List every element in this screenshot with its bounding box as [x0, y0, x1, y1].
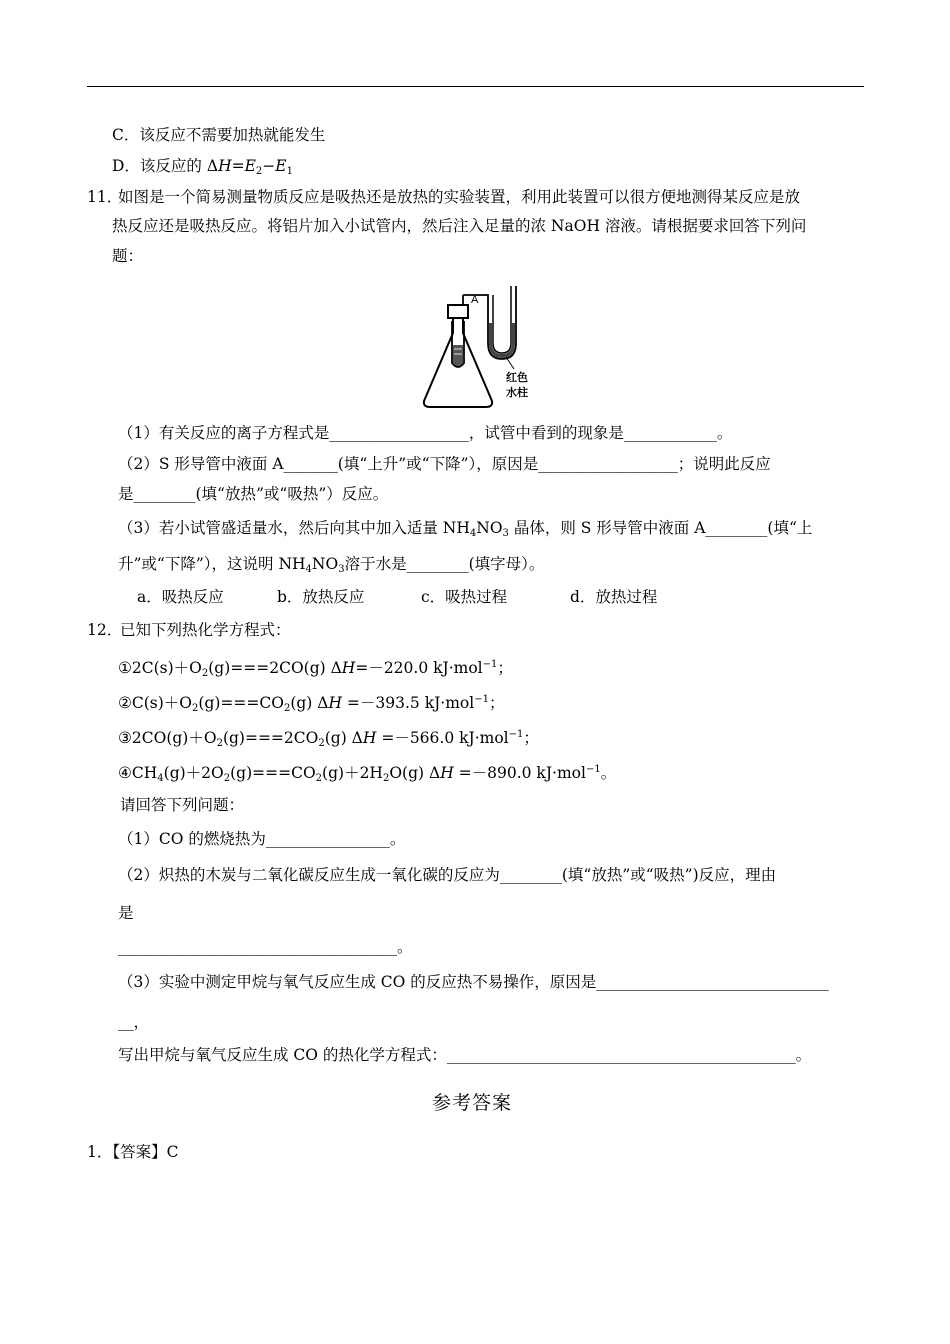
label-a: A [471, 294, 479, 306]
q11-part1: （1）有关反应的离子方程式是__________________，试管中看到的现象是____________。 [118, 424, 733, 442]
q11-stem-line2: 热反应还是吸热反应。将铝片加入小试管内，然后注入足量的浓 NaOH 溶液。请根据要求回答下列问 [112, 217, 807, 235]
q11-option-a: a．吸热反应 [137, 588, 224, 606]
q11-part2-line1: （2）S 形导管中液面 A_______(填“上升”或“下降”），原因是__________________；说明此反应 [118, 455, 771, 473]
q12-part2-line2: 是 [118, 904, 134, 922]
q12-equation-2: $②C(s)+O_2(g)===CO_2(g)$ ΔH =－393.5 kJ·mol$^{-1}$； [118, 694, 505, 714]
q11-option-d: d．放热过程 [570, 588, 658, 606]
q11-option-b: b．放热反应 [277, 588, 365, 606]
q12-part3-line1: （3）实验中测定甲烷与氧气反应生成 CO 的反应热不易操作，原因是______________________________ [118, 973, 829, 991]
q11-number: 11． [87, 188, 123, 206]
answer-1: 1．【答案】C [87, 1143, 179, 1161]
apparatus-figure [418, 283, 542, 413]
stopper [448, 305, 468, 318]
q11-stem-line3: 题： [112, 247, 144, 265]
q11-part3-line2: 升”或“下降”），这说明 $NH_4NO_3$溶于水是________(填字母）。 [118, 555, 545, 575]
q11-part3-line1: （3）若小试管盛适量水，然后向其中加入适量 $NH_4NO_3$ 晶体，则 S 形导管中液面 A________(填“上 [118, 519, 813, 539]
label-red: 红色 [506, 371, 528, 384]
q12-part2-blank: ____________________________________。 [118, 938, 413, 956]
q12-equation-4: $④CH_4(g)+2O_2(g)===CO_2(g)+2H_2O(g)$ ΔH =－890.0 kJ·mol$^{-1}$。 [118, 764, 617, 784]
option-d: D．该反应的 $\Delta H=E_2-E_1$ [112, 157, 293, 177]
q11-option-c: c．吸热过程 [421, 588, 508, 606]
q12-equation-3: $③2CO(g)+O_2(g)===2CO_2(g)$ ΔH =－566.0 kJ·mol$^{-1}$； [118, 729, 539, 749]
q12-ask: 请回答下列问题： [120, 796, 245, 814]
q12-equation-1: $①2C(s)+O_2(g)===2CO(g)$ ΔH=－220.0 kJ·mol$^{-1}$； [118, 659, 513, 679]
option-c: C．该反应不需要加热就能发生 [112, 126, 326, 144]
label-water: 水柱 [506, 386, 528, 399]
q12-stem: 已知下列热化学方程式： [120, 621, 291, 639]
q12-part2-line1: （2）炽热的木炭与二氧化碳反应生成一氧化碳的反应为________(填“放热”或“吸热”)反应，理由 [118, 866, 777, 884]
q11-part2-line2: 是________(填“放热”或“吸热”）反应。 [118, 485, 389, 503]
q11-stem-line1: 如图是一个简易测量物质反应是吸热还是放热的实验装置，利用此装置可以很方便地测得某反应是放 [118, 188, 801, 206]
q12-part3-line2: __， [118, 1013, 150, 1031]
q12-part1: （1）CO 的燃烧热为________________。 [118, 830, 406, 848]
q12-part3-line3: 写出甲烷与氧气反应生成 CO 的热化学方程式：_____________________________________________。 [118, 1046, 812, 1064]
header-rule [87, 86, 864, 87]
answers-heading: 参考答案 [432, 1092, 513, 1114]
q12-number: 12． [87, 621, 123, 639]
